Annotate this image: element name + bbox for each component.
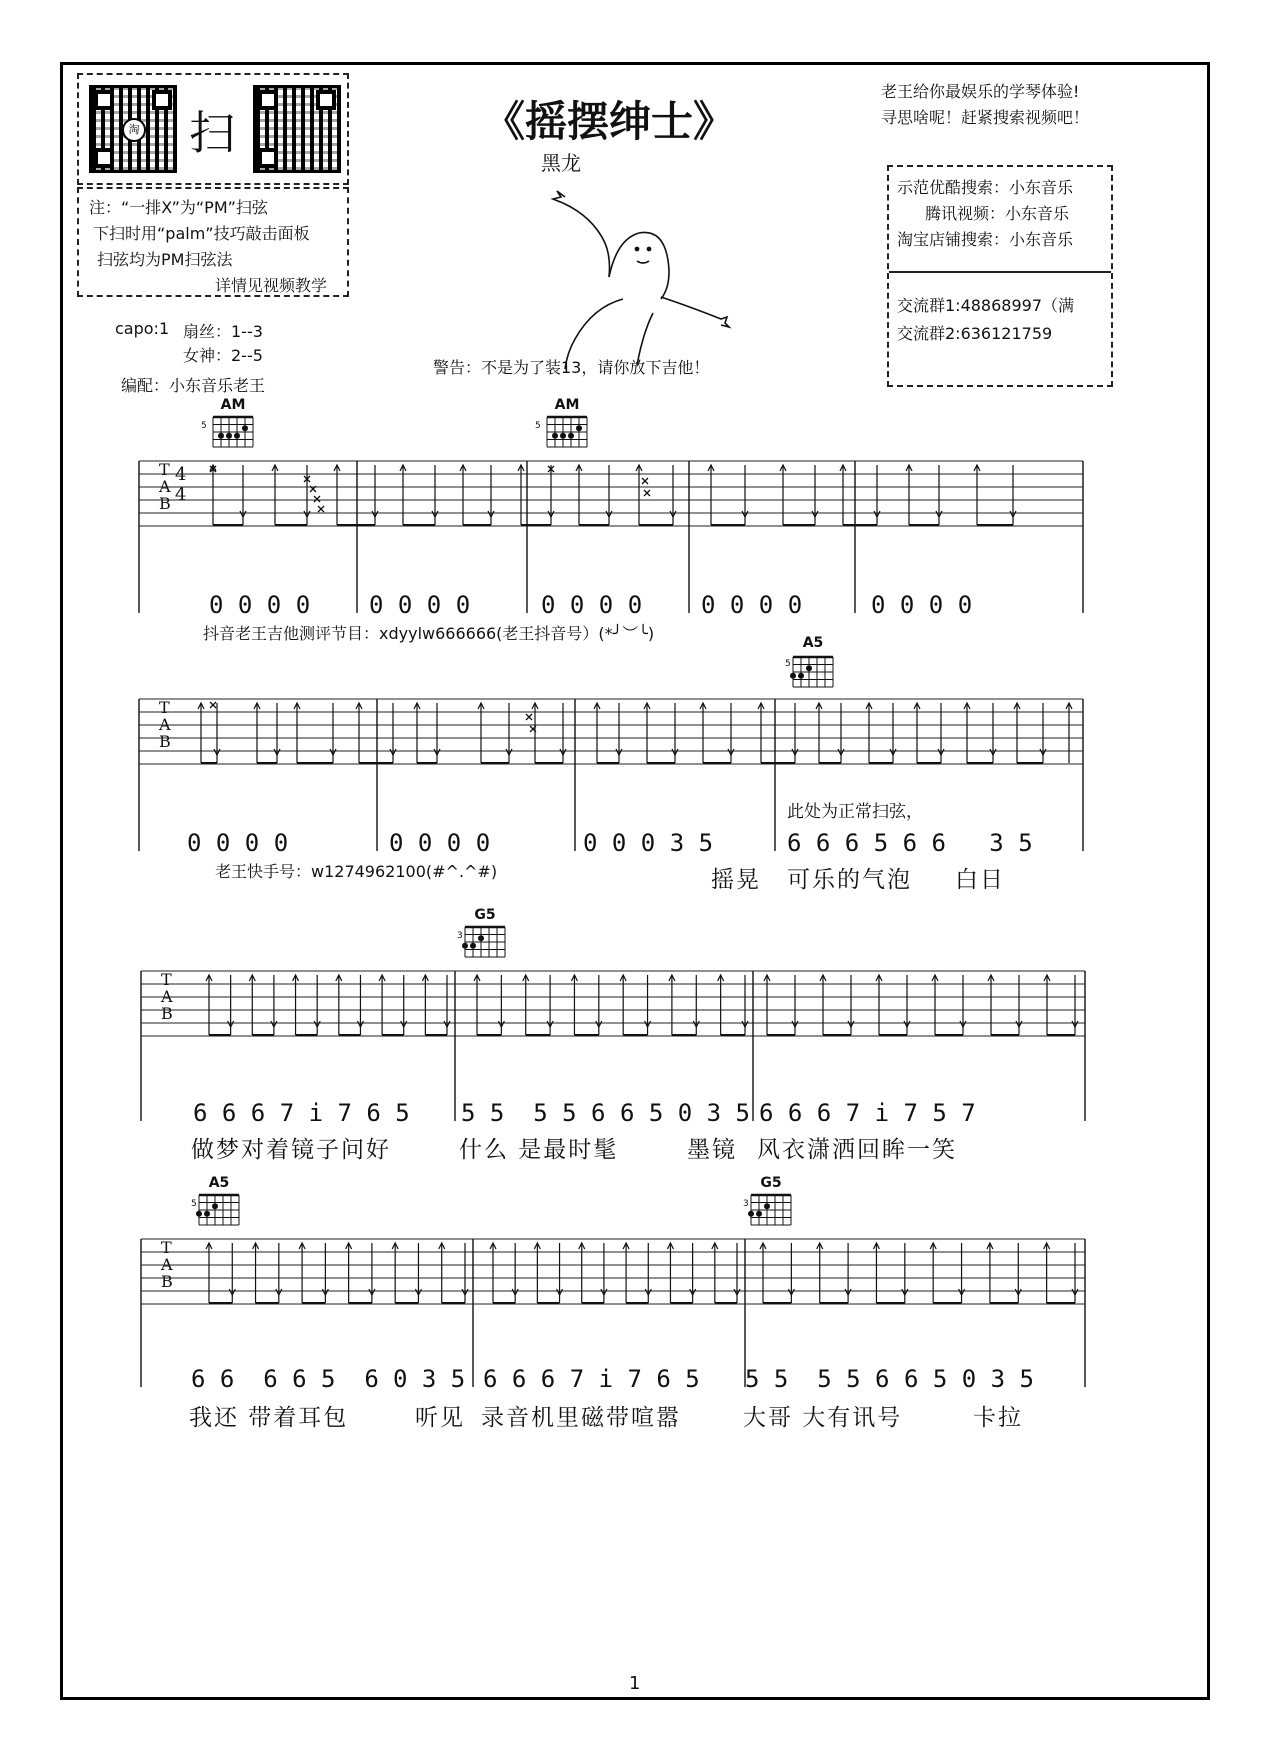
lyrics: 卡拉 (973, 1405, 1023, 1431)
mute-x (210, 702, 216, 708)
mute-x (642, 478, 648, 484)
mute-x (314, 496, 320, 502)
lyrics: 风衣潇洒回眸一笑 (757, 1137, 957, 1163)
page-title: 《摇摆绅士》 (483, 97, 736, 146)
chord-name: AM (220, 397, 246, 413)
kuaishou-promo: 老王快手号：w1274962100(#^.^#) (215, 862, 498, 881)
promo-line: 老王给你最娱乐的学琴体验! (881, 82, 1080, 101)
search-line: 示范优酷搜索：小东音乐 (897, 178, 1074, 197)
numbered-notes: 0 3 5 (393, 1365, 466, 1393)
chord-name: G5 (474, 907, 496, 923)
numbered-notes: 0 0 0 0 (389, 829, 491, 857)
tab-clef: T A B (159, 698, 171, 751)
tab-clef: T A B (161, 970, 173, 1023)
chord-dot (226, 433, 232, 439)
chord-dot (764, 1203, 770, 1209)
tab-clef: T A B (161, 1238, 173, 1291)
chord-dot (470, 943, 476, 949)
time-signature: 4 4 (175, 464, 187, 505)
lyrics: 墨镜 (687, 1137, 737, 1163)
numbered-notes: 0 0 0 0 (871, 591, 973, 619)
promo-line: 寻思啥呢！赶紧搜索视频吧！ (881, 108, 1090, 127)
tablature-staves (63, 65, 1213, 1703)
chord-dot (462, 943, 468, 949)
note-line: 扫弦均为PM扫弦法 (97, 250, 233, 269)
score-sheet (60, 62, 1210, 1700)
chord-name: AM (554, 397, 580, 413)
chord-dot (196, 1211, 202, 1217)
page-number: 1 (629, 1673, 641, 1694)
chord-dot (242, 425, 248, 431)
capo-label: capo:1 (115, 319, 170, 338)
lyrics: 可乐的气泡 (787, 867, 912, 893)
chord-name: A5 (802, 635, 824, 651)
mute-x (318, 506, 324, 512)
chord-dot (798, 673, 804, 679)
artist-name: 黑龙 (541, 151, 581, 175)
numbered-notes: 6 6 6 7 i 7 5 7 (759, 1099, 976, 1127)
chord-dot (790, 673, 796, 679)
tab-clef: T A B (159, 460, 171, 513)
goddess-key: 女神：2--5 (183, 346, 263, 365)
numbered-notes: 0 0 0 0 (541, 591, 643, 619)
note-line: 下扫时用“palm”技巧敲击面板 (93, 224, 310, 243)
chord-dot (204, 1211, 210, 1217)
lyrics: 我还 带着耳包 (189, 1405, 349, 1431)
fret-marker: 5 (785, 659, 791, 669)
lyrics: 做梦对着镜子问好 (191, 1137, 391, 1163)
numbered-notes: 0 0 0 3 5 (583, 829, 714, 857)
numbered-notes: 0 0 0 0 (209, 591, 311, 619)
chord-dot (212, 1203, 218, 1209)
lyrics: 什么 是最时髦 (459, 1137, 619, 1163)
fret-marker: 5 (201, 421, 207, 431)
fret-marker: 3 (457, 931, 463, 941)
lyrics: 白日 (955, 867, 1005, 893)
chord-dot (806, 665, 812, 671)
chord-dot (756, 1211, 762, 1217)
numbered-notes: 5 5 5 5 6 6 5 0 3 5 (461, 1099, 750, 1127)
chord-dot (218, 433, 224, 439)
chord-name: A5 (208, 1175, 230, 1191)
qq-group-1: 交流群1:48868997（满 (897, 296, 1075, 315)
arranger-label: 编配：小东音乐老王 (121, 376, 266, 395)
numbered-notes: 5 5 5 5 6 6 5 0 3 5 (745, 1365, 1034, 1393)
chord-dot (478, 935, 484, 941)
fret-marker: 5 (191, 1199, 197, 1209)
numbered-notes: 6 6 6 6 5 6 (191, 1365, 379, 1393)
fret-marker: 5 (535, 421, 541, 431)
note-line: 详情见视频教学 (215, 276, 328, 295)
numbered-notes: 6 6 6 7 i 7 6 5 (483, 1365, 700, 1393)
numbered-notes: 0 0 0 0 (701, 591, 803, 619)
chord-dot (552, 433, 558, 439)
chord-dot (234, 433, 240, 439)
search-line: 腾讯视频：小东音乐 (925, 204, 1070, 223)
numbered-notes: 0 0 0 0 (369, 591, 471, 619)
chord-dot (748, 1211, 754, 1217)
scan-label: 扫 (189, 106, 235, 160)
note-line: 注：“一排X”为“PM”扫弦 (89, 198, 268, 217)
lyrics: 大哥 大有讯号 (743, 1405, 903, 1431)
chord-dot (560, 433, 566, 439)
qq-group-2: 交流群2:636121759 (897, 324, 1053, 343)
search-line: 淘宝店铺搜索：小东音乐 (897, 230, 1074, 249)
lyrics: 听见 (415, 1405, 465, 1431)
numbered-notes: 6 6 6 7 i 7 6 5 (193, 1099, 410, 1127)
lyrics: 录音机里磁带喧嚣 (481, 1405, 681, 1431)
chord-name: G5 (760, 1175, 782, 1191)
mute-x (526, 714, 532, 720)
fans-key: 扇丝：1--3 (183, 322, 263, 341)
numbered-notes: 0 0 0 0 (187, 829, 289, 857)
strum-note: 此处为正常扫弦， (787, 802, 923, 822)
warning-text: 警告：不是为了装13，请你放下吉他！ (433, 358, 710, 377)
chord-dot (576, 425, 582, 431)
lyrics: 摇晃 (711, 867, 761, 893)
taobao-qr-code-icon: 淘 (89, 85, 177, 173)
numbered-notes: 6 6 6 5 6 6 3 5 (787, 829, 1033, 857)
douyin-promo: 抖音老王吉他测评节目：xdyylw666666(老王抖音号）(*╯︶╰) (203, 624, 655, 643)
fret-marker: 3 (743, 1199, 749, 1209)
mute-x (644, 490, 650, 496)
chord-dot (568, 433, 574, 439)
